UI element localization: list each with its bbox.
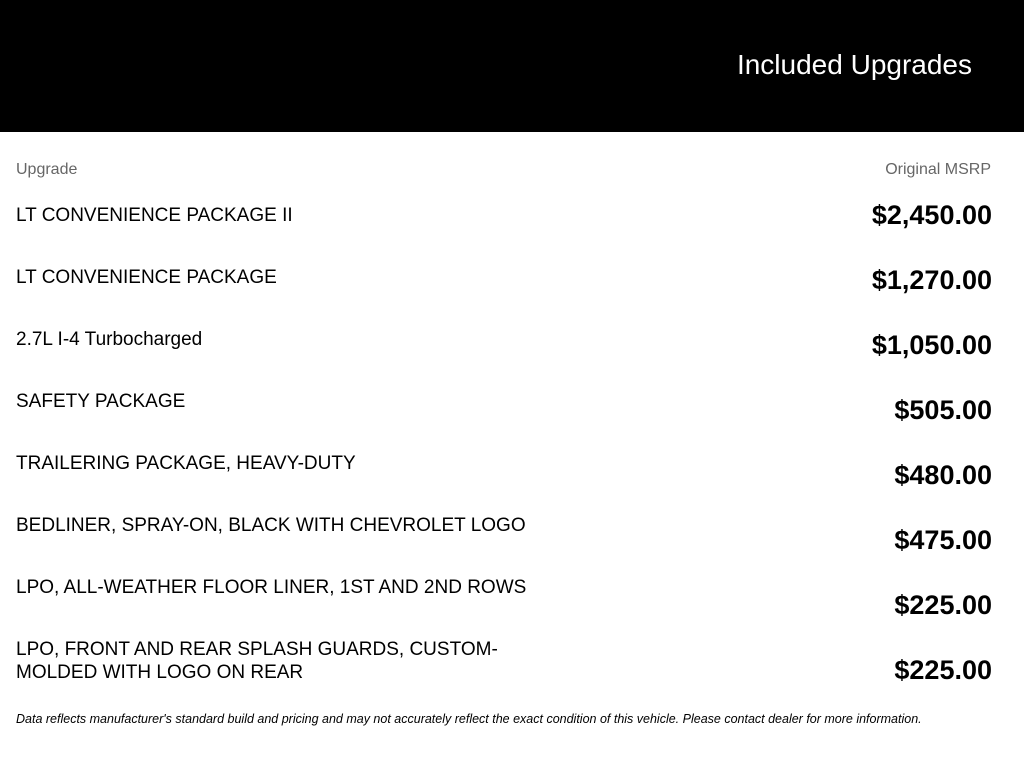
upgrade-price: $1,050.00	[871, 330, 992, 360]
table-row	[16, 378, 992, 440]
upgrade-price: $475.00	[894, 525, 992, 555]
column-header-msrp: Original MSRP	[885, 161, 991, 178]
upgrade-name: TRAILERING PACKAGE, HEAVY-DUTY	[16, 453, 356, 474]
upgrade-price: $2,450.00	[871, 200, 992, 230]
upgrade-name: LT CONVENIENCE PACKAGE	[16, 267, 277, 288]
disclaimer-footnote: Data reflects manufacturer's standard build and pricing and may not accurately reflect the exact condition of this vehicle. Please contact dealer for more information.	[16, 712, 922, 726]
table-row	[16, 626, 992, 691]
column-header-upgrade: Upgrade	[16, 161, 78, 178]
upgrade-price: $1,270.00	[871, 265, 992, 295]
upgrade-price: $225.00	[894, 590, 992, 620]
page-header	[0, 0, 1024, 132]
table-row	[16, 564, 992, 626]
upgrade-price: $480.00	[894, 460, 992, 490]
table-row	[16, 440, 992, 502]
upgrade-name: LT CONVENIENCE PACKAGE II	[16, 205, 293, 226]
table-row	[16, 316, 992, 378]
upgrade-name: 2.7L I-4 Turbocharged	[16, 329, 203, 350]
table-row	[16, 192, 992, 254]
upgrade-price: $225.00	[894, 655, 992, 685]
upgrade-name: LPO, ALL-WEATHER FLOOR LINER, 1ST AND 2ND ROWS	[16, 577, 527, 598]
upgrade-price: $505.00	[894, 395, 992, 425]
upgrade-name: LPO, FRONT AND REAR SPLASH GUARDS, CUSTOM-MOLDED WITH LOGO ON REAR	[16, 639, 498, 683]
table-row	[16, 254, 992, 316]
upgrade-name: BEDLINER, SPRAY-ON, BLACK WITH CHEVROLET LOGO	[16, 515, 526, 536]
page-title: Included Upgrades	[736, 49, 972, 80]
upgrades-table	[16, 192, 992, 691]
table-row	[16, 502, 992, 564]
upgrade-name: SAFETY PACKAGE	[16, 391, 186, 412]
